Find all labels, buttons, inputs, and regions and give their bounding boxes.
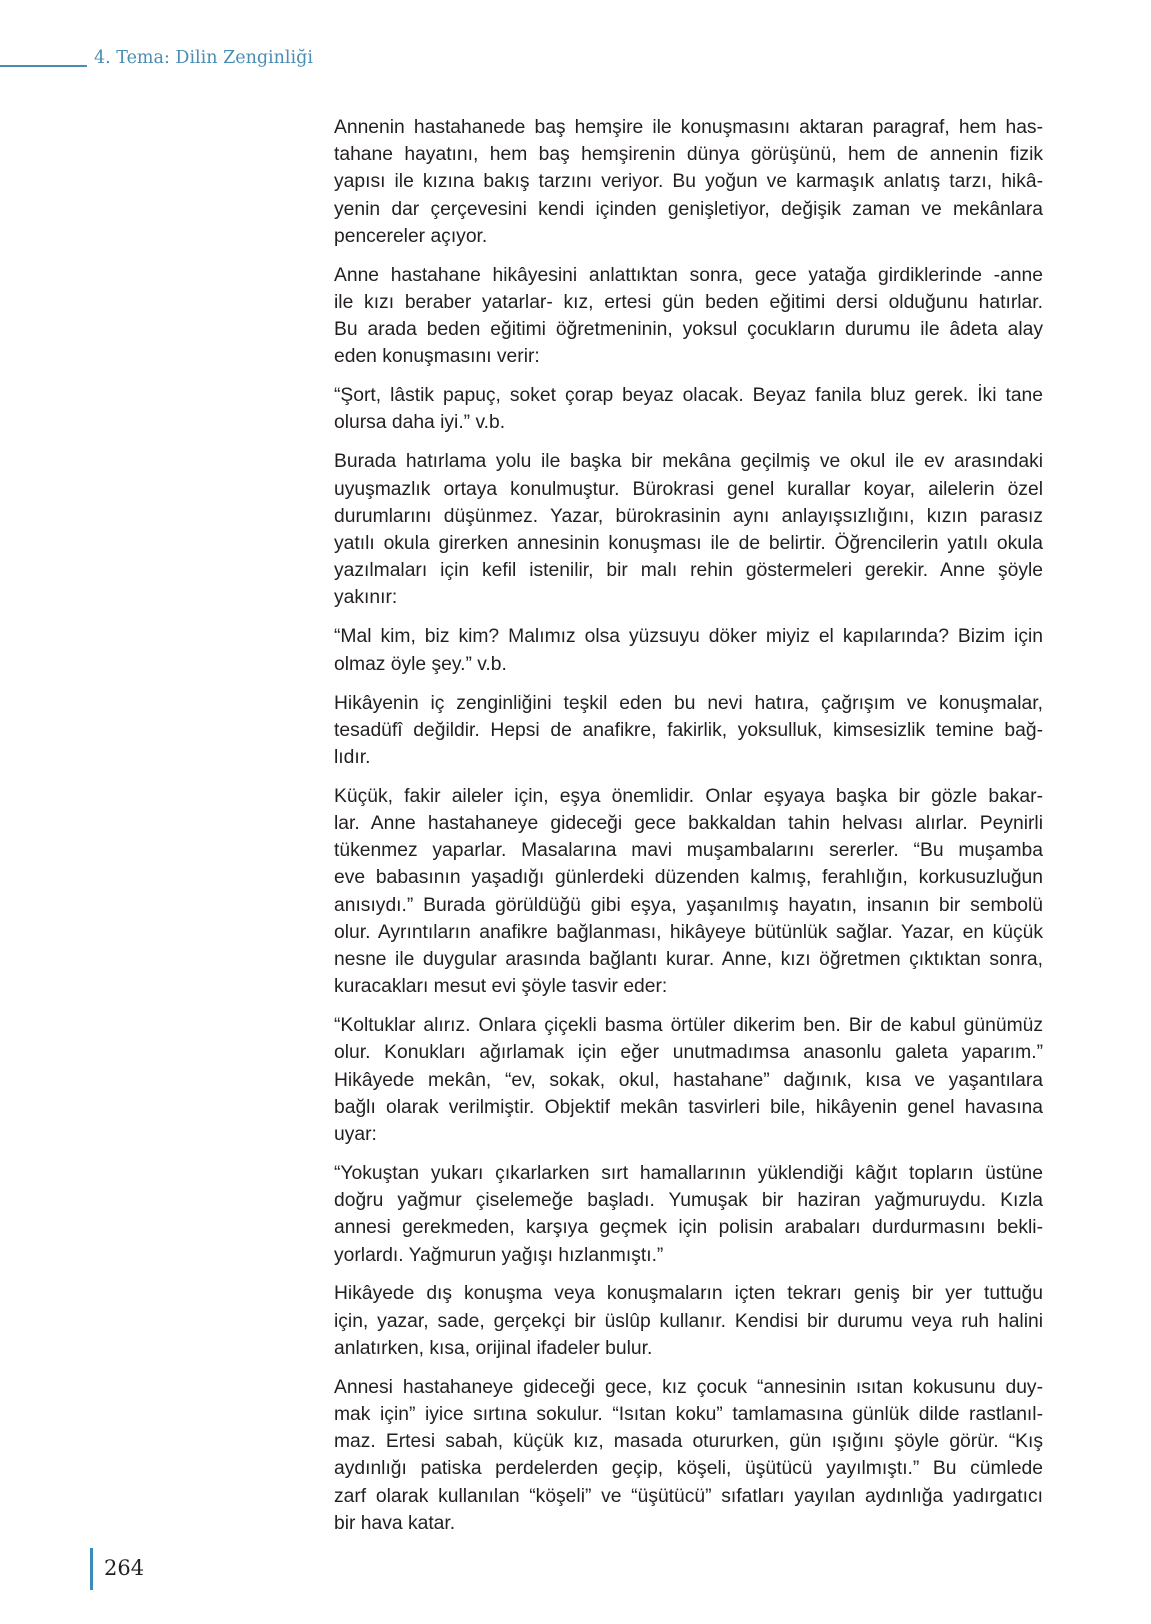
text-line: “Şort, lâstik papuç, soket çorap beyaz olacak. Beyaz fanila bluz gerek. İki tane xyxy=(334,385,1043,407)
paragraph xyxy=(334,1012,1043,1148)
text-line: tahane hayatını, hem baş hemşirenin dünya görüşünü, hem de annenin fizik xyxy=(334,144,1043,166)
text-line: doğru yağmur çiselemeğe başladı. Yumuşak bir haziran yağmuruydu. Kızla xyxy=(334,1190,1043,1212)
text-line: ile kızı beraber yatarlar- kız, ertesi gün beden eğitimi dersi olduğunu hatırlar. xyxy=(334,291,1043,313)
text-line: lar. Anne hastahaneye gideceği gece bakkaldan tahin helvası alırlar. Peynirli xyxy=(334,813,1043,835)
paragraph xyxy=(334,262,1043,371)
page-number-bar xyxy=(90,1548,93,1590)
paragraph xyxy=(334,1160,1043,1269)
page-number: 264 xyxy=(104,1556,145,1580)
text-line: uyar: xyxy=(334,1123,377,1145)
text-line: annesi gerekmeden, karşıya geçmek için polisin arabaları durdurmasını bekli- xyxy=(334,1217,1043,1239)
text-line: yapısı ile kızına bakış tarzını veriyor. Bu yoğun ve karmaşık anlatış tarzı, hikâ- xyxy=(334,171,1043,193)
paragraph xyxy=(334,1374,1043,1537)
text-line: uyuşmazlık ortaya konulmuştur. Bürokrasi genel kurallar koyar, ailelerin özel xyxy=(334,478,1043,500)
paragraph xyxy=(334,623,1043,677)
text-line: bir hava katar. xyxy=(334,1512,456,1534)
body-text xyxy=(334,114,1043,1549)
text-line: eve babasının yaşadığı günlerdeki düzenden kalmış, ferahlığın, korkusuzluğun xyxy=(334,867,1043,889)
text-line: Annesi hastahaneye gideceği gece, kız çocuk “annesinin ısıtan kokusunu duy- xyxy=(334,1376,1043,1398)
text-line: yorlardı. Yağmurun yağışı hızlanmıştı.” xyxy=(334,1244,664,1266)
text-line: Annenin hastahanede baş hemşire ile konuşmasını aktaran paragraf, hem has- xyxy=(334,117,1043,138)
text-line: Burada hatırlama yolu ile başka bir mekâna geçilmiş ve okul ile ev arasındaki xyxy=(334,451,1043,473)
text-line: “Mal kim, biz kim? Malımız olsa yüzsuyu döker miyiz el kapılarında? Bizim için xyxy=(334,626,1043,648)
paragraph xyxy=(334,114,1043,250)
text-line: yenin dar çerçevesini kendi içinden genişletiyor, değişik zaman ve mekânlara xyxy=(334,198,1043,220)
text-line: bağlı olarak verilmiştir. Objektif mekân tasvirleri bile, hikâyenin genel havasına xyxy=(334,1096,1043,1118)
paragraph xyxy=(334,382,1043,436)
header-rule xyxy=(0,65,87,67)
chapter-title: 4. Tema: Dilin Zenginliği xyxy=(94,48,313,68)
text-line: “Yokuştan yukarı çıkarlarken sırt hamallarının yüklendiği kâğıt topların üstüne xyxy=(334,1162,1043,1184)
paragraph xyxy=(334,783,1043,1001)
text-line: aydınlığı patiska perdelerden geçip, köşeli, üşütücü yayılmıştı.” Bu cümlede xyxy=(334,1458,1043,1480)
text-line: Anne hastahane hikâyesini anlattıktan sonra, gece yatağa girdiklerinde -anne xyxy=(334,264,1043,286)
text-line: Hikâyede mekân, “ev, sokak, okul, hastahane” dağınık, kısa ve yaşantılara xyxy=(334,1069,1043,1091)
text-line: “Koltuklar alırız. Onlara çiçekli basma örtüler dikerim ben. Bir de kabul günümüz xyxy=(334,1015,1043,1037)
text-line: lıdır. xyxy=(334,746,371,768)
text-line: tükenmez yaparlar. Masalarına mavi muşambalarını sererler. “Bu muşamba xyxy=(334,840,1043,862)
text-line: zarf olarak kullanılan “köşeli” ve “üşütücü” sıfatları yayılan aydınlığa yadırgatıcı xyxy=(334,1485,1043,1507)
text-line: yazılmaları için kefil istenilir, bir malı rehin göstermeleri gerekir. Anne şöyle xyxy=(334,560,1043,582)
text-line: anlatırken, kısa, orijinal ifadeler bulur. xyxy=(334,1337,653,1359)
text-line: pencereler açıyor. xyxy=(334,225,488,247)
text-line: Küçük, fakir aileler için, eşya önemlidir. Onlar eşyaya başka bir gözle bakar- xyxy=(334,785,1043,807)
paragraph xyxy=(334,448,1043,611)
text-line: Bu arada beden eğitimi öğretmeninin, yoksul çocukların durumu ile âdeta alay xyxy=(334,319,1043,341)
text-line: olursa daha iyi.” v.b. xyxy=(334,412,506,434)
text-line: nesne ile duygular arasında bağlantı kurar. Anne, kızı öğretmen çıktıktan sonra, xyxy=(334,949,1043,971)
text-line: olur. Konukları ağırlamak için eğer unutmadımsa anasonlu galeta yaparım.” xyxy=(334,1042,1043,1064)
text-line: Hikâyede dış konuşma veya konuşmaların içten tekrarı geniş bir yer tuttuğu xyxy=(334,1283,1043,1305)
text-line: olur. Ayrıntıların anafikre bağlanması, hikâyeye bütünlük sağlar. Yazar, en küçük xyxy=(334,921,1043,943)
text-line: Hikâyenin iç zenginliğini teşkil eden bu nevi hatıra, çağrışım ve konuşmalar, xyxy=(334,692,1043,714)
text-line: maz. Ertesi sabah, küçük kız, masada otururken, gün ışığını şöyle görür. “Kış xyxy=(334,1431,1043,1453)
text-line: anısıydı.” Burada görüldüğü gibi eşya, yaşanılmış hayatın, insanın bir sembolü xyxy=(334,894,1043,916)
text-line: eden konuşmasını verir: xyxy=(334,346,540,368)
paragraph xyxy=(334,690,1043,772)
text-line: yatılı okula girerken annesinin konuşması ile de belirtir. Öğrencilerin yatılı okula xyxy=(334,533,1043,555)
text-line: olmaz öyle şey.” v.b. xyxy=(334,653,507,675)
text-line: yakınır: xyxy=(334,587,398,609)
paragraph xyxy=(334,1280,1043,1362)
text-line: mak için” iyice sırtına sokulur. “Isıtan koku” tamlamasına günlük dilde rastlanıl- xyxy=(334,1404,1043,1426)
text-line: kuracakları mesut evi şöyle tasvir eder: xyxy=(334,976,668,998)
text-line: için, yazar, sade, gerçekçi bir üslûp kullanır. Kendisi bir durumu veya ruh halini xyxy=(334,1310,1043,1332)
text-line: tesadüfî değildir. Hepsi de anafikre, fakirlik, yoksulluk, kimsesizlik temine bağ- xyxy=(334,719,1043,741)
text-line: durumlarını düşünmez. Yazar, bürokrasinin aynı anlayışsızlığını, kızın parasız xyxy=(334,505,1043,527)
